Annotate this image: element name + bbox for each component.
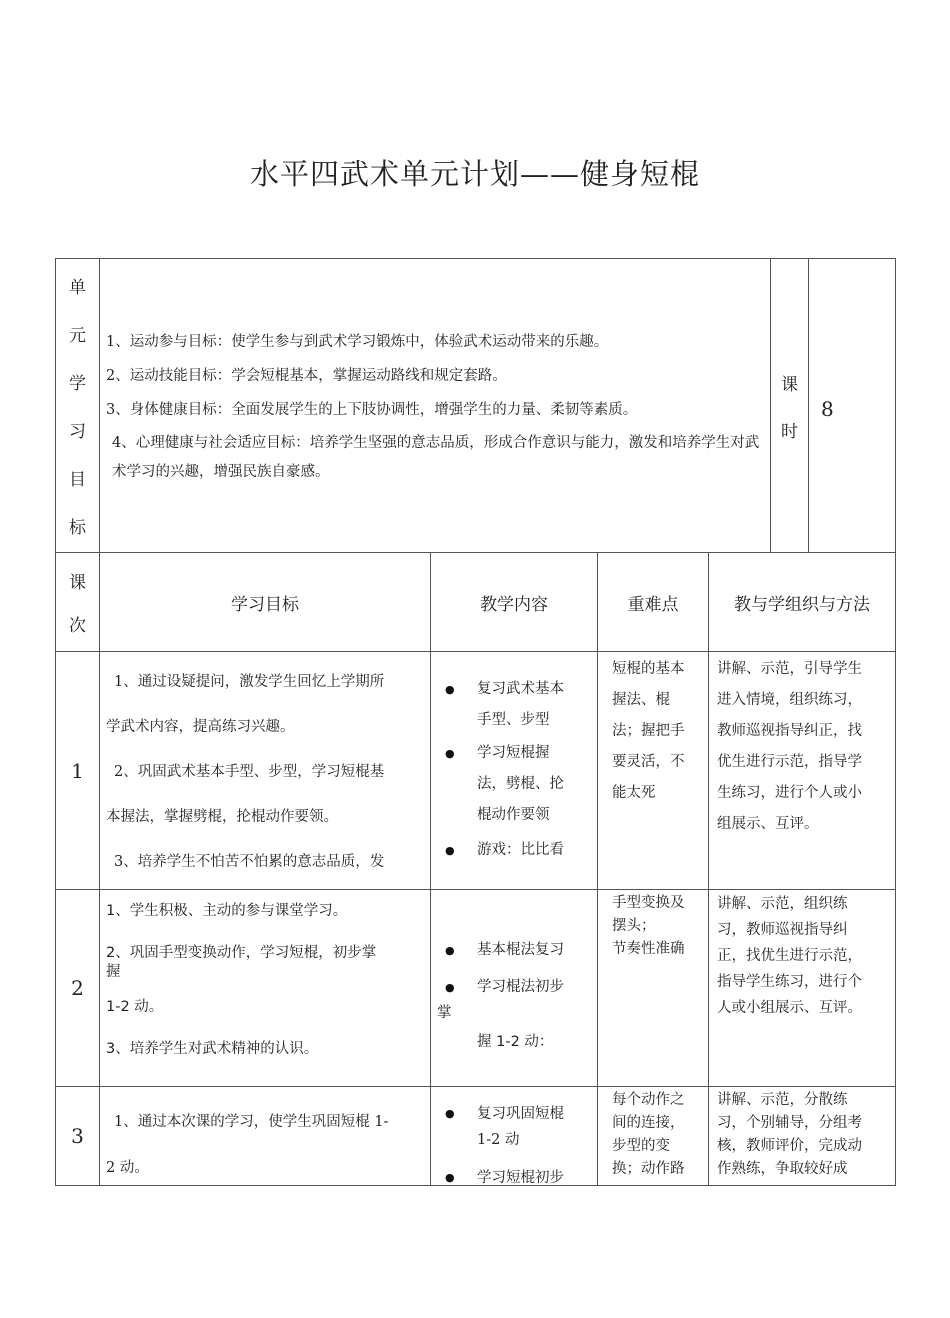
methods-header: 教与学组织与方法 — [708, 552, 896, 652]
list-item: ● 游戏：比比看 — [431, 835, 597, 866]
objective-2: 2、运动技能目标：学会短棍基本，掌握运动路线和规定套路。 — [106, 368, 507, 384]
label-char: 课 — [781, 374, 798, 395]
label-char: 目 — [69, 470, 86, 491]
lesson-number: 2 — [55, 889, 100, 1087]
lesson-content: ● 基本棍法复习 ● 学习棍法初步 掌 握 1-2 动： — [430, 889, 598, 1087]
class-hours-label — [770, 258, 809, 553]
lesson-content — [430, 651, 598, 890]
lesson-number-header — [55, 552, 100, 652]
label-char: 学 — [69, 373, 86, 394]
lesson-content — [430, 1086, 598, 1186]
lesson-goals: 1、通过本次课的学习，使学生巩固短棍 1- 2 动。 — [99, 1086, 431, 1186]
label-char: 元 — [69, 325, 86, 346]
lesson-key-points: 手型变换及 摆头； 节奏性准确 — [597, 889, 709, 1087]
list-item: ● 学习短棍握 法，劈棍、抡 棍动作要领 — [431, 738, 597, 831]
page-title: 水平四武术单元计划——健身短棍 — [249, 157, 700, 191]
list-item: ● 复习武术基本 手型、步型 — [431, 674, 597, 736]
unit-objectives-text — [99, 258, 771, 553]
lesson-goals: 1、学生积极、主动的参与课堂学习。 2、巩固手型变换动作，学习短棍，初步掌 握 1-2 动。 3、培养学生对武术精神的认识。 — [99, 889, 431, 1087]
label-char: 单 — [69, 277, 86, 298]
lesson-number: 1 — [55, 651, 100, 890]
objective-1: 1、运动参与目标：使学生参与到武术学习锻炼中，体验武术运动带来的乐趣。 — [106, 334, 609, 350]
label-char: 时 — [781, 421, 798, 442]
label-char: 次 — [69, 616, 86, 636]
objective-3: 3、身体健康目标：全面发展学生的上下肢协调性，增强学生的力量、柔韧等素质。 — [106, 402, 638, 418]
list-item: ● 学习短棍初步 — [431, 1165, 597, 1186]
lesson-methods: 讲解、示范，分散练 习，个别辅导，分组考 核，教师评价，完成动 作熟练，争取较好成 — [708, 1086, 896, 1186]
label-char: 习 — [69, 422, 86, 443]
list-item: ● 基本棍法复习 — [431, 932, 597, 969]
label-char: 标 — [69, 518, 86, 539]
objective-4: 4、心理健康与社会适应目标：培养学生坚强的意志品质，形成合作意识与能力，激发和培养学生对武术学习的兴趣，增强民族自豪感。 — [112, 435, 760, 480]
lesson-key-points: 短棍的基本 握法、棍 法；握把手 要灵活，不 能太死 — [597, 651, 709, 890]
label-char: 课 — [69, 573, 86, 593]
class-hours-value: 8 — [808, 258, 896, 553]
unit-objectives-label — [55, 258, 100, 553]
list-item: ● 学习棍法初步 — [431, 969, 597, 1006]
goals-header: 学习目标 — [99, 552, 431, 652]
lesson-goals: 1、通过设疑提问，激发学生回忆上学期所 学武术内容，提高练习兴趣。 2、巩固武术基本手型、步型，学习短棍基 本握法，掌握劈棍，抡棍动作要领。 3、培养学生不怕苦不怕累的意志品质，发 — [99, 651, 431, 890]
lesson-number: 3 — [55, 1086, 100, 1186]
content-header: 教学内容 — [430, 552, 598, 652]
lesson-methods: 讲解、示范，组织练 习，教师巡视指导纠 正，找优生进行示范， 指导学生练习，进行个 人或小组展示、互评。 — [708, 889, 896, 1087]
lesson-methods: 讲解、示范，引导学生 进入情境，组织练习， 教师巡视指导纠正，找 优生进行示范，指导学 生练习，进行个人或小 组展示、互评。 — [708, 651, 896, 890]
list-item: ● 复习巩固短棍 1-2 动 — [431, 1101, 597, 1153]
key-points-header: 重难点 — [597, 552, 709, 652]
lesson-key-points: 每个动作之 间的连接， 步型的变 换；动作路 — [597, 1086, 709, 1186]
